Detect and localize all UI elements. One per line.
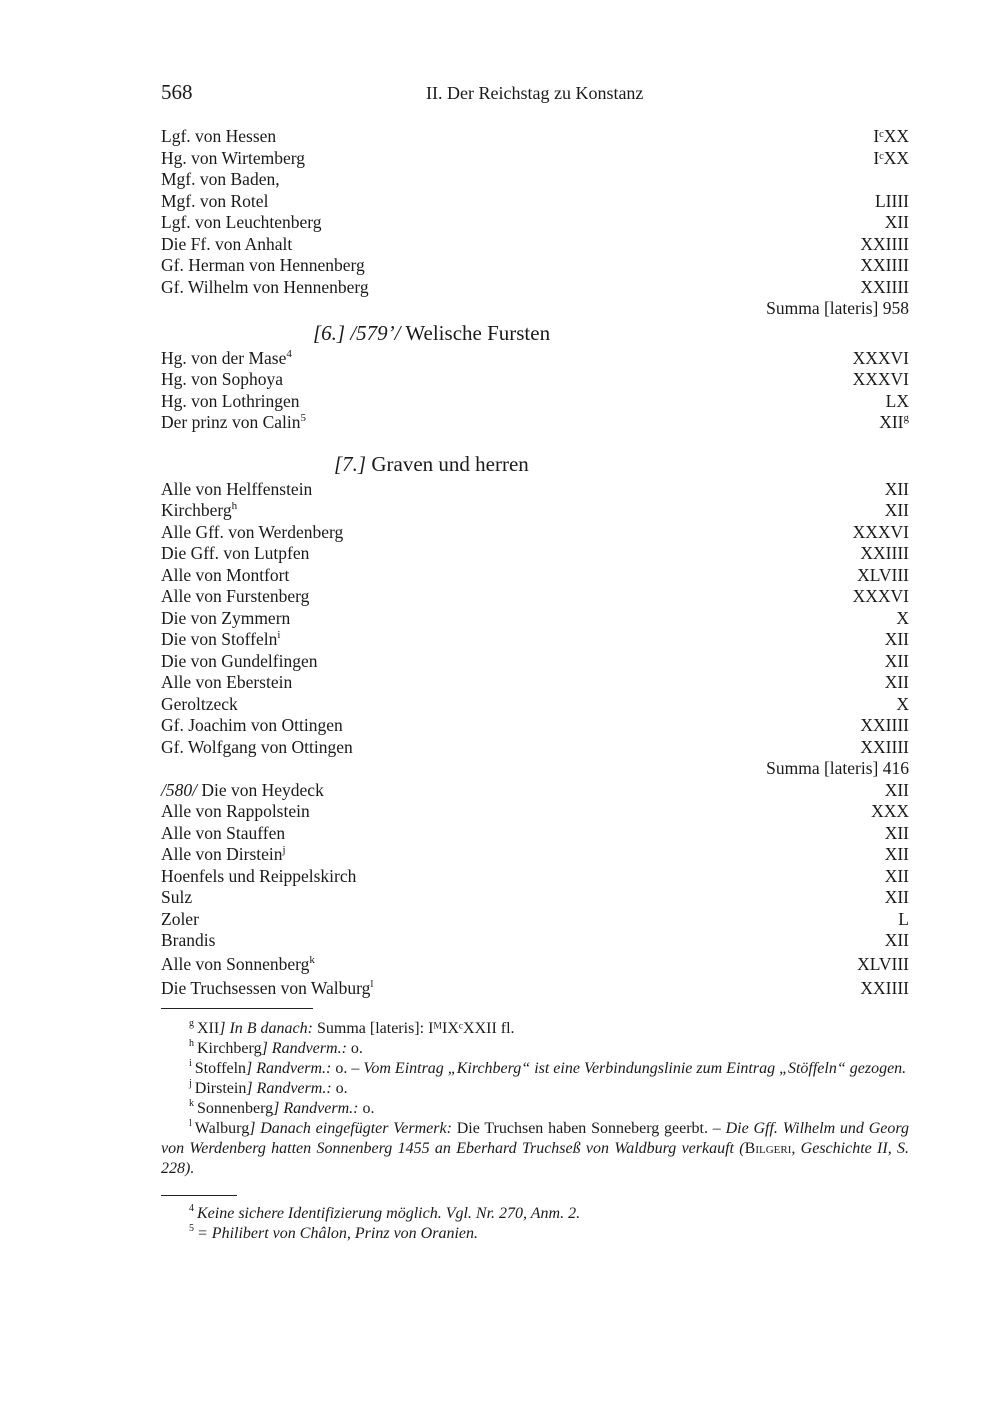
page-header — [161, 80, 909, 110]
footnote-j: $^j$ Dirstein] Randverm.: o. — [189, 1078, 348, 1097]
list-item: Mgf. von Rotel LIIII — [161, 190, 909, 211]
list-item: Zoler L — [161, 908, 909, 929]
page — [161, 80, 909, 1244]
list-item: Hg. von Wirtemberg IᶜXX — [161, 147, 909, 168]
running-title: II. Der Reichstag zu Konstanz — [426, 83, 644, 103]
list-item: Der prinz von Calin$^5$ XII$^g$ — [161, 412, 909, 432]
list-item: Gf. Herman von Hennenberg XXIIII — [161, 255, 909, 275]
list-item: Die von Stoffeln$^i$ XII — [161, 629, 909, 649]
section-heading-7: [7.] Graven und herren — [334, 451, 529, 476]
list-item: Mgf. von Baden, — [161, 169, 280, 189]
list-item: Hg. von Sophoya XXXVI — [161, 369, 909, 389]
list-item: Alle von Dirstein$^j$ XII — [161, 844, 909, 864]
list-item: Gf. Joachim von Ottingen XXIIII — [161, 715, 909, 735]
list-item: Gf. Wilhelm von Hennenberg XXIIII — [161, 276, 909, 297]
list-item: Die Ff. von Anhalt XXIIII — [161, 233, 909, 254]
footnote-i: $^i$ Stoffeln] Randverm.: o. – Vom Eintrag „Kirchberg“ ist eine Verbindungslinie zum Eintrag „Stöffeln“ gezogen. — [189, 1058, 907, 1077]
list-item: Brandis XII — [161, 930, 909, 950]
notes-rule — [161, 1195, 237, 1196]
list-item: Alle von Montfort XLVIII — [161, 564, 909, 585]
list-block-2 — [161, 348, 909, 434]
list-item: Sulz XII — [161, 887, 909, 907]
list-block-3 — [161, 479, 909, 780]
list-item: Alle von Stauffen XII — [161, 822, 909, 843]
footnote-h: $^h$ Kirchberg] Randverm.: o. — [189, 1038, 363, 1057]
page-number: 568 — [161, 80, 193, 104]
list-item: Lgf. von Hessen IᶜXX — [161, 126, 909, 146]
note-4: $^4$ Keine sichere Identifizierung möglich. Vgl. Nr. 270, Anm. 2. — [189, 1203, 581, 1222]
list-item: /580/ Die von Heydeck XII — [161, 779, 909, 800]
list-item: Hoenfels und Reippelskirch XII — [161, 865, 909, 886]
list-item: Die Truchsessen von Walburg$^l$ XXIIII — [161, 977, 909, 998]
section-heading-6: [6.] /579’/ Welische Fursten — [313, 320, 551, 345]
list-item: Gf. Wolfgang von Ottingen XXIIII — [161, 736, 909, 757]
list-item: Alle von Furstenberg XXXVI — [161, 586, 909, 606]
list-item: Hg. von der Mase$^4$ XXXVI — [161, 347, 909, 368]
footnote-rule — [161, 1008, 313, 1009]
list-item: Alle von Helffenstein XII — [161, 478, 909, 499]
list-item: Die von Zymmern X — [161, 607, 909, 628]
sum-line: Summa [lateris] 416 — [766, 758, 909, 778]
list-block-4 — [161, 780, 909, 1000]
list-item: Kirchberg$^h$ XII — [161, 500, 909, 520]
list-item: Die Gff. von Lutpfen XXIIII — [161, 543, 909, 563]
footnote-k: $^k$ Sonnenberg] Randverm.: o. — [189, 1098, 375, 1117]
textual-footnotes — [161, 1019, 909, 1179]
list-item: Hg. von Lothringen LX — [161, 390, 909, 411]
list-item: Alle von Rappolstein XXX — [161, 801, 909, 821]
list-item: Lgf. von Leuchtenberg XII — [161, 212, 909, 232]
list-item: Die von Gundelfingen XII — [161, 650, 909, 671]
list-item: Alle von Sonnenberg$^k$ XLVIII — [161, 953, 909, 974]
list-item: Alle Gff. von Werdenberg XXXVI — [161, 521, 909, 542]
note-5: $^5$ = Philibert von Châlon, Prinz von Oranien. — [189, 1223, 478, 1242]
list-block-1 — [161, 126, 909, 320]
list-item: Alle von Eberstein XII — [161, 672, 909, 692]
footnote-g: $^g$ XII] In B danach: Summa [lateris]: IᴹIXᶜXXII fl. — [189, 1018, 515, 1037]
commentary-notes — [161, 1204, 909, 1244]
footnote-l: $^l$ Walburg] Danach eingefügter Vermerk: Die Truchsen haben Sonneberg geerbt. – Die Gff. Wilhelm und Georg von Werdenberg hatten Sonnenberg 1455 an Eberhard Truchseß von Waldburg verkauft (Bilgeri, Geschichte II, S. 228). — [161, 1118, 910, 1177]
list-item: Geroltzeck X — [161, 693, 909, 714]
sum-line: Summa [lateris] 958 — [766, 298, 909, 318]
